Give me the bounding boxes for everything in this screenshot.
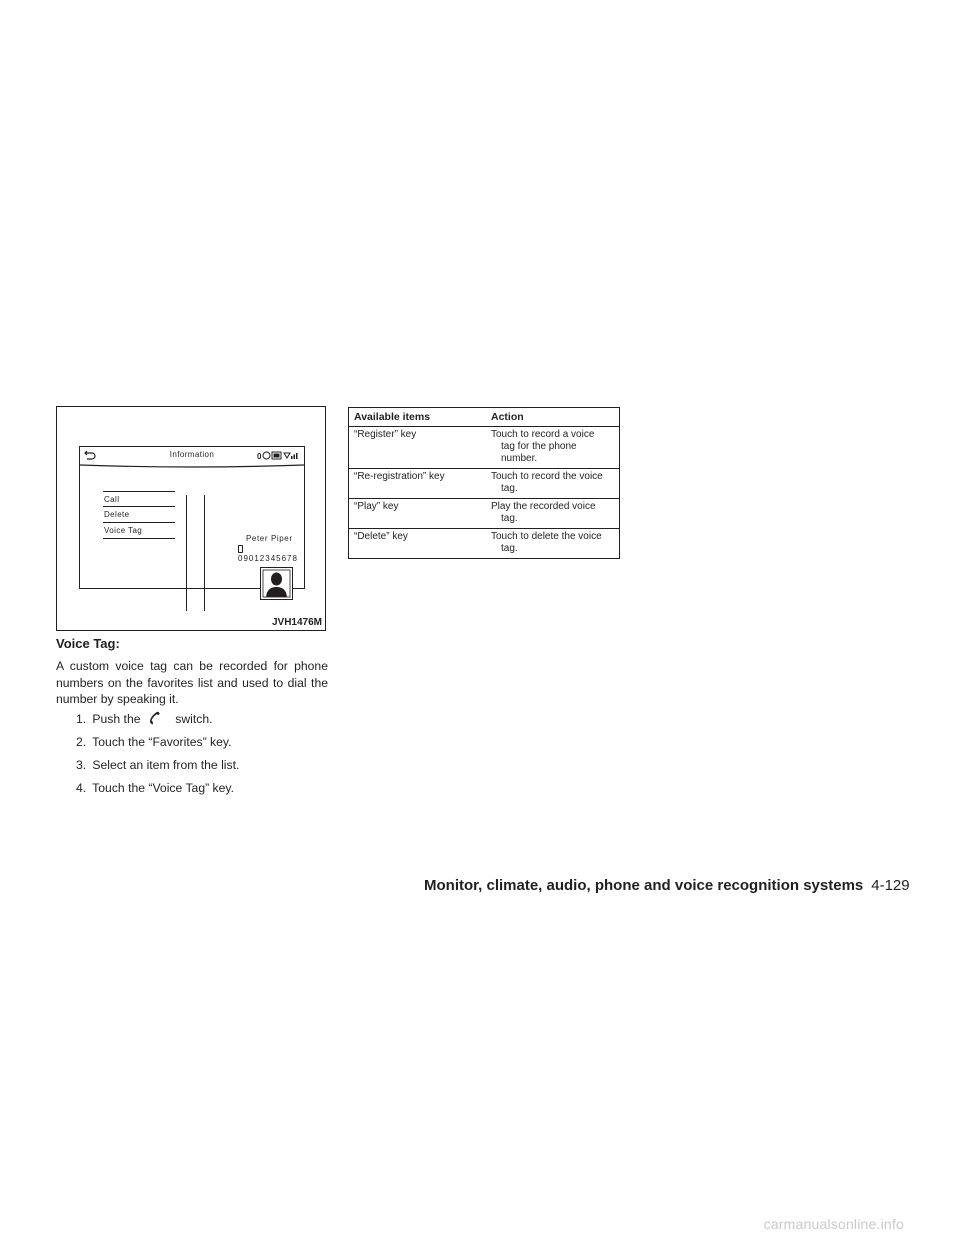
table-cell-item: “Re-registration” key [349, 469, 487, 499]
header-divider [80, 464, 304, 470]
table-header-row [349, 408, 620, 427]
section-heading: Voice Tag: [56, 636, 120, 651]
table-row [349, 469, 620, 499]
table-cell-item: “Delete” key [349, 529, 487, 559]
steps-list [76, 711, 239, 803]
list-item: 3. Select an item from the list. [76, 758, 240, 772]
table-row [349, 499, 620, 529]
actions-table [348, 407, 620, 559]
person-avatar-icon [260, 567, 293, 600]
table-cell-item: “Register” key [349, 427, 487, 469]
page-number: 4-129 [871, 877, 910, 894]
screen-illustration [56, 406, 326, 631]
svg-text:0: 0 [257, 452, 262, 460]
intro-paragraph: A custom voice tag can be recorded for phone numbers on the favorites list and used to dial the number by speaking it. [56, 659, 328, 706]
divider-line [186, 495, 187, 611]
page-footer [424, 877, 916, 894]
table-cell-action: Touch to record a voice tag for the phone number. [486, 427, 620, 469]
list-item: 2. Touch the “Favorites” key. [76, 735, 232, 749]
table-cell-action: Play the recorded voice tag. [486, 499, 620, 529]
figure-label: JVH1476M [271, 617, 322, 628]
screen-title: Information [169, 450, 215, 459]
table-cell-action: Touch to record the voice tag. [486, 469, 620, 499]
column-header-action: Action [486, 408, 620, 427]
contact-number: 09012345678 [238, 545, 304, 563]
phone-type-icon [238, 545, 243, 553]
list-item: 4. Touch the “Voice Tag” key. [76, 781, 234, 795]
menu-item-voice-tag[interactable]: Voice Tag [103, 523, 175, 539]
table-cell-action: Touch to delete the voice tag. [486, 529, 620, 559]
watermark: carmanualsonline.info [763, 1216, 904, 1232]
table-cell-item: “Play” key [349, 499, 487, 529]
screen-header [80, 447, 304, 465]
table-row [349, 529, 620, 559]
divider-line [204, 495, 205, 611]
menu-item-call[interactable]: Call [103, 491, 175, 507]
column-header-items: Available items [349, 408, 487, 427]
options-menu [103, 491, 175, 539]
status-icons [257, 451, 299, 460]
phone-handset-icon [148, 711, 160, 725]
list-item: 1. Push the switch. [76, 712, 213, 726]
table-row [349, 427, 620, 469]
chapter-title: Monitor, climate, audio, phone and voice recognition systems [424, 877, 864, 894]
menu-item-delete[interactable]: Delete [103, 507, 175, 523]
contact-name: Peter Piper [246, 534, 293, 543]
